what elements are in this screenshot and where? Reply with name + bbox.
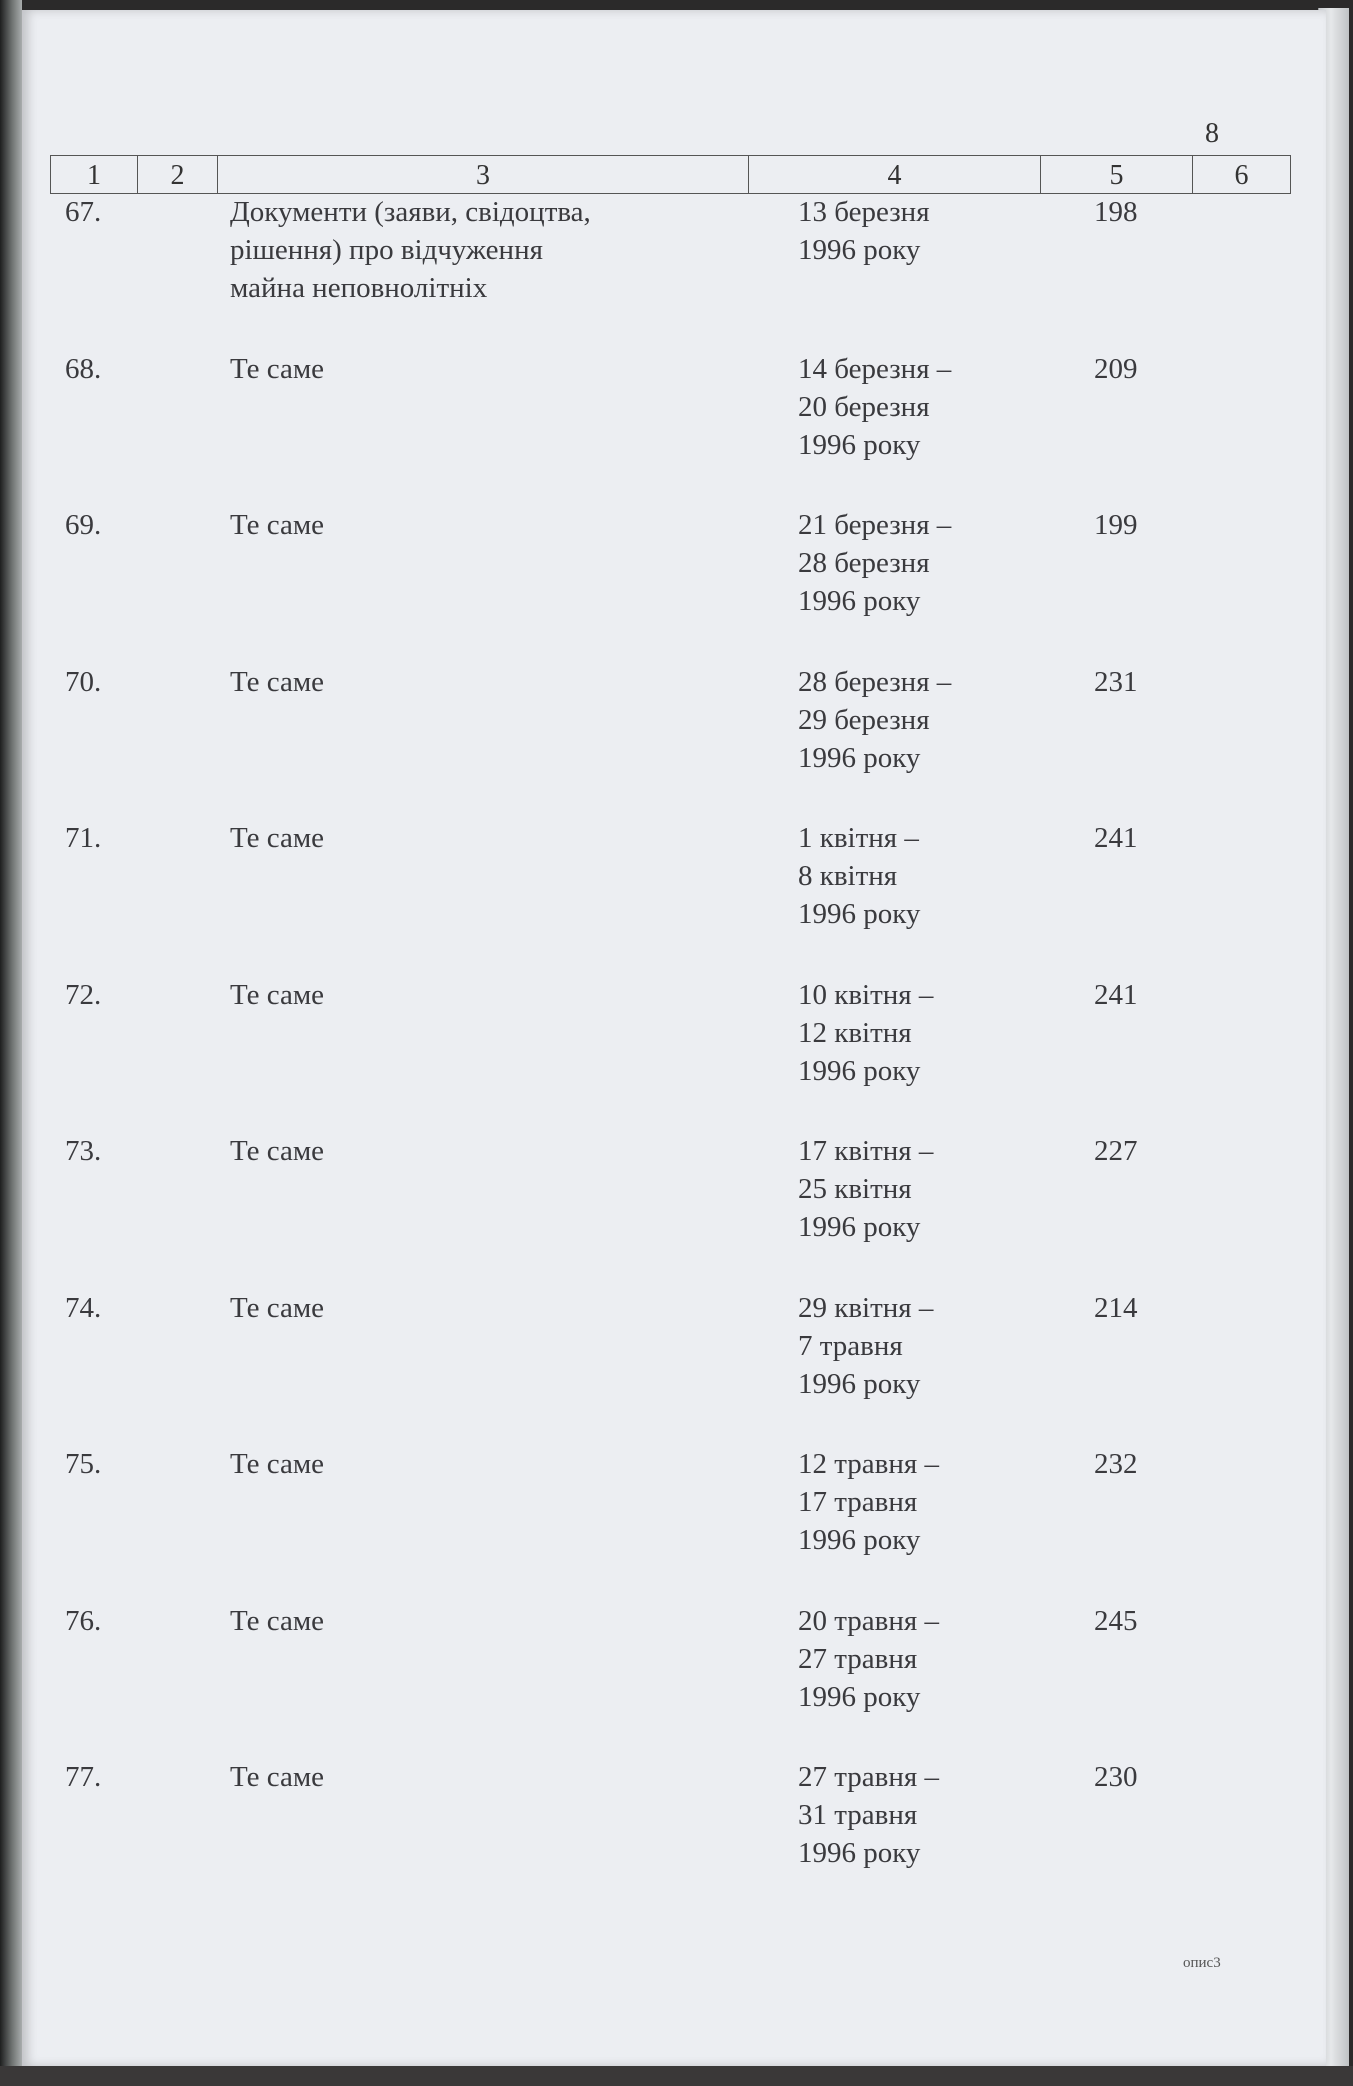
table-row bbox=[50, 1758, 1290, 1908]
row-title bbox=[230, 1602, 750, 1640]
row-number: 77. bbox=[65, 1761, 102, 1793]
row-date-line: 17 квітня – bbox=[798, 1135, 934, 1167]
row-title bbox=[230, 1445, 750, 1483]
row-number: 74. bbox=[65, 1292, 102, 1324]
row-title-line: Те саме bbox=[230, 1605, 325, 1637]
row-title-line: Те саме bbox=[230, 1135, 325, 1167]
row-date-line: 1996 року bbox=[798, 1681, 921, 1713]
row-dates bbox=[798, 1602, 1018, 1716]
row-number: 69. bbox=[65, 509, 102, 541]
table-row bbox=[50, 1289, 1290, 1439]
row-dates bbox=[798, 1289, 1018, 1403]
row-date-line: 13 березня bbox=[798, 196, 930, 228]
row-sheet-count: 232 bbox=[1094, 1448, 1138, 1480]
row-date-line: 10 квітня – bbox=[798, 979, 934, 1011]
row-sheet-count: 227 bbox=[1094, 1135, 1138, 1167]
row-date-line: 1996 року bbox=[798, 742, 921, 774]
row-sheet-count: 198 bbox=[1094, 196, 1138, 228]
row-date-line: 27 травня bbox=[798, 1643, 918, 1675]
row-number: 76. bbox=[65, 1605, 102, 1637]
row-date-line: 12 травня – bbox=[798, 1448, 939, 1480]
column-header-2: 2 bbox=[138, 156, 218, 194]
row-dates bbox=[798, 663, 1018, 777]
row-sheet-count: 241 bbox=[1094, 979, 1138, 1011]
row-title-line: рішення) про відчуження bbox=[230, 234, 543, 266]
row-date-line: 20 березня bbox=[798, 391, 930, 423]
row-date-line: 1996 року bbox=[798, 898, 921, 930]
row-number: 75. bbox=[65, 1448, 102, 1480]
row-dates bbox=[798, 350, 1018, 464]
row-dates bbox=[798, 506, 1018, 620]
column-header-1: 1 bbox=[51, 156, 138, 194]
row-date-line: 1996 року bbox=[798, 585, 921, 617]
row-number: 73. bbox=[65, 1135, 102, 1167]
row-dates bbox=[798, 1132, 1018, 1246]
row-date-line: 1996 року bbox=[798, 1368, 921, 1400]
row-sheet-count: 230 bbox=[1094, 1761, 1138, 1793]
row-title-line: Документи (заяви, свідоцтва, bbox=[230, 196, 591, 228]
scan-bottom-edge bbox=[0, 2066, 1353, 2086]
row-date-line: 1996 року bbox=[798, 234, 921, 266]
row-title bbox=[230, 506, 750, 544]
row-date-line: 28 березня – bbox=[798, 666, 952, 698]
row-title bbox=[230, 663, 750, 701]
row-sheet-count: 245 bbox=[1094, 1605, 1138, 1637]
scan-left-edge bbox=[0, 0, 22, 2086]
table-row bbox=[50, 976, 1290, 1126]
row-date-line: 12 квітня bbox=[798, 1017, 912, 1049]
table-row bbox=[50, 1602, 1290, 1752]
row-date-line: 1996 року bbox=[798, 1211, 921, 1243]
row-date-line: 14 березня – bbox=[798, 353, 952, 385]
table-row bbox=[50, 663, 1290, 813]
row-title-line: Те саме bbox=[230, 822, 325, 854]
row-title-line: Те саме bbox=[230, 509, 325, 541]
row-date-line: 17 травня bbox=[798, 1486, 918, 1518]
row-title-line: Те саме bbox=[230, 1761, 325, 1793]
row-dates bbox=[798, 819, 1018, 933]
row-date-line: 1 квітня – bbox=[798, 822, 919, 854]
row-date-line: 27 травня – bbox=[798, 1761, 939, 1793]
row-title bbox=[230, 1758, 750, 1796]
row-title bbox=[230, 350, 750, 388]
row-date-line: 28 березня bbox=[798, 547, 930, 579]
row-title bbox=[230, 1289, 750, 1327]
row-dates bbox=[798, 1445, 1018, 1559]
row-dates bbox=[798, 976, 1018, 1090]
row-date-line: 25 квітня bbox=[798, 1173, 912, 1205]
column-header-row bbox=[51, 156, 1291, 194]
row-date-line: 8 квітня bbox=[798, 860, 898, 892]
row-title-line: Те саме bbox=[230, 666, 325, 698]
row-date-line: 29 квітня – bbox=[798, 1292, 934, 1324]
column-header-3: 3 bbox=[218, 156, 749, 194]
row-title-line: Те саме bbox=[230, 979, 325, 1011]
row-date-line: 29 березня bbox=[798, 704, 930, 736]
row-date-line: 1996 року bbox=[798, 1055, 921, 1087]
column-header-5: 5 bbox=[1041, 156, 1193, 194]
row-number: 67. bbox=[65, 196, 102, 228]
table-row bbox=[50, 819, 1290, 969]
row-sheet-count: 199 bbox=[1094, 509, 1138, 541]
row-title bbox=[230, 819, 750, 857]
column-header-4: 4 bbox=[749, 156, 1041, 194]
row-date-line: 1996 року bbox=[798, 1524, 921, 1556]
row-date-line: 1996 року bbox=[798, 1837, 921, 1869]
row-title bbox=[230, 976, 750, 1014]
row-title bbox=[230, 1132, 750, 1170]
row-sheet-count: 241 bbox=[1094, 822, 1138, 854]
footer-mark: опис3 bbox=[1183, 1955, 1221, 1971]
row-sheet-count: 214 bbox=[1094, 1292, 1138, 1324]
row-sheet-count: 231 bbox=[1094, 666, 1138, 698]
row-date-line: 31 травня bbox=[798, 1799, 918, 1831]
row-title-line: майна неповнолітніх bbox=[230, 272, 488, 304]
table-row bbox=[50, 1445, 1290, 1595]
row-number: 68. bbox=[65, 353, 102, 385]
row-title-line: Те саме bbox=[230, 1448, 325, 1480]
row-sheet-count: 209 bbox=[1094, 353, 1138, 385]
row-date-line: 20 травня – bbox=[798, 1605, 939, 1637]
page-number: 8 bbox=[1205, 118, 1219, 149]
column-header-table bbox=[50, 155, 1291, 194]
row-date-line: 21 березня – bbox=[798, 509, 952, 541]
row-title-line: Те саме bbox=[230, 353, 325, 385]
row-title-line: Те саме bbox=[230, 1292, 325, 1324]
row-title bbox=[230, 193, 750, 307]
row-number: 70. bbox=[65, 666, 102, 698]
row-number: 71. bbox=[65, 822, 102, 854]
column-header-6: 6 bbox=[1193, 156, 1291, 194]
row-date-line: 7 травня bbox=[798, 1330, 903, 1362]
table-row bbox=[50, 350, 1290, 500]
table-row bbox=[50, 506, 1290, 656]
table-row bbox=[50, 193, 1290, 343]
row-number: 72. bbox=[65, 979, 102, 1011]
row-dates bbox=[798, 1758, 1018, 1872]
table-row bbox=[50, 1132, 1290, 1282]
row-dates bbox=[798, 193, 1018, 269]
row-date-line: 1996 року bbox=[798, 429, 921, 461]
